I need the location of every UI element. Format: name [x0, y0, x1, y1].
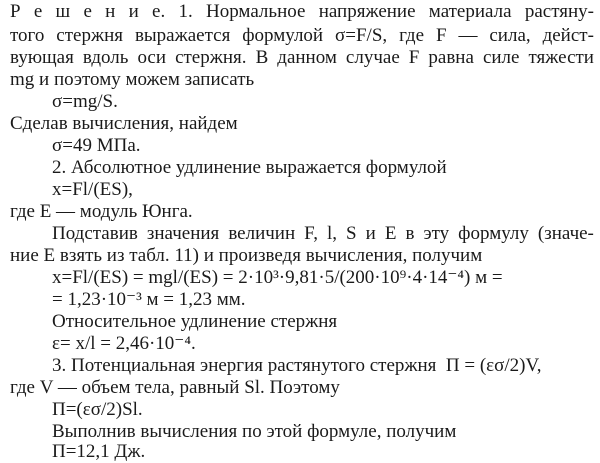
text-line-4: mg и поэтому можем записать	[10, 69, 255, 90]
text-line-17: 3. Потенциальная энергия растянутого стержня Π = (εσ/2)V,	[52, 355, 542, 376]
formula-x: x=Fl/(ES),	[52, 179, 133, 200]
text-line-15: Относительное удлинение стержня	[52, 311, 338, 332]
text-line-8: 2. Абсолютное удлинение выражается формулой	[52, 157, 447, 178]
result-sigma: σ=49 МПа.	[52, 135, 141, 156]
formula-pi: Π=(εσ/2)Sl.	[52, 399, 143, 420]
text-line-12: ние E взять из табл. 11) и произведя вычисления, получим	[10, 245, 483, 266]
text-line-10: где E — модуль Юнга.	[10, 201, 193, 222]
text-line-2: того стержня выражается формулой σ=F/S, где F — сила, дейст-	[10, 25, 594, 46]
formula-sigma: σ=mg/S.	[52, 91, 118, 112]
result-epsilon: ε= x/l = 2,46·10⁻⁴.	[52, 333, 196, 354]
text-line-6: Сделав вычисления, найдем	[10, 113, 238, 134]
text-line-1: Р е ш е н и е. 1. Нормальное напряжение материала растяну-	[10, 1, 594, 22]
formula-x-calc: x=Fl/(ES) = mgl/(ES) = 2·10³·9,81·5/(200·10⁹·4·14⁻⁴) м =	[52, 267, 503, 288]
text-line-3: вующая вдоль оси стержня. В данном случае F равна силе тяжести	[10, 47, 594, 68]
text-line-18: где V — объем тела, равный Sl. Поэтому	[10, 377, 340, 398]
text-line-11: Подставив значения величин F, l, S и E в эту формулу (значе-	[52, 223, 594, 244]
result-x: = 1,23·10⁻³ м = 1,23 мм.	[52, 289, 246, 310]
result-pi: Π=12,1 Дж.	[52, 441, 146, 462]
text-line-20: Выполнив вычисления по этой формуле, получим	[52, 421, 457, 442]
